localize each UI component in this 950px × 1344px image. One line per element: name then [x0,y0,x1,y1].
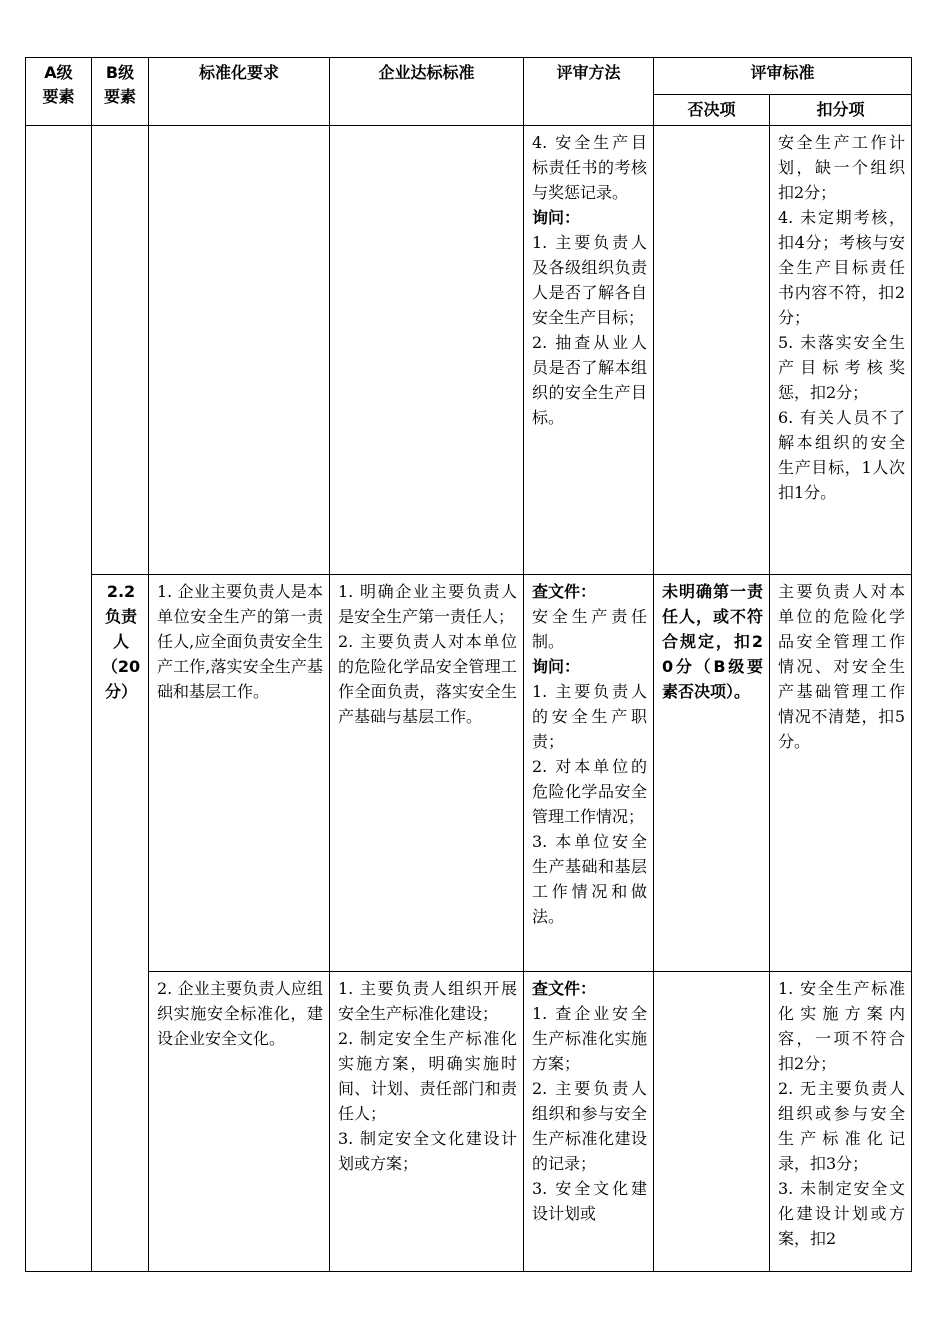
table-row [26,575,912,972]
header-row-1 [26,58,912,95]
veto-cell [654,972,770,1272]
method-line: 3. 安全文化建设计划或 [532,1179,647,1223]
requirement-cell [149,126,330,575]
table-row [26,126,912,575]
method-line: 安全生产责任制。 [532,607,647,651]
header-method: 评审方法 [524,58,654,126]
method-heading: 询问： [532,208,581,227]
standard-cell: 1. 明确企业主要负责人是安全生产第一责任人； 2. 主要负责人对本单位的危险化学品安全管理工作全面负责，落实安全生产基础与基层工作。 [330,575,524,972]
method-heading: 查文件： [532,979,597,998]
method-line: 3. 本单位安全生产基础和基层工作情况和做法。 [532,832,647,926]
header-deduct: 扣分项 [770,95,912,126]
requirement-cell: 1. 企业主要负责人是本单位安全生产的第一责任人,应全面负责安全生产工作,落实安全生产基础和基层工作。 [149,575,330,972]
header-b-element: B级 要素 [92,58,149,126]
veto-cell: 未明确第一责任人，或不符合规定，扣20分（B级要素否决项）。 [654,575,770,972]
b-element-cell: 2.2 负责 人 （20 分） [92,575,149,1272]
header-standard: 企业达标标准 [330,58,524,126]
header-veto: 否决项 [654,95,770,126]
method-cell [524,575,654,972]
method-line: 2. 抽查从业人员是否了解本组织的安全生产目标。 [532,333,647,427]
method-line: 4. 安全生产目标责任书的考核与奖惩记录。 [532,133,647,202]
method-line: 1. 主要负责人的安全生产职责； [532,682,647,751]
method-heading: 查文件： [532,582,597,601]
deduct-cell: 安全生产工作计划，缺一个组织扣2分； 4. 未定期考核，扣4分；考核与安全生产目标责任书内容不符，扣2分； 5. 未落实安全生产目标考核奖惩，扣2分； 6. 有关人员不了解本组织的安全生产目标，1人次扣1分。 [770,126,912,575]
method-cell [524,126,654,575]
header-criteria: 评审标准 [654,58,912,95]
table-row [26,972,912,1272]
requirement-cell: 2. 企业主要负责人应组织实施安全标准化，建设企业安全文化。 [149,972,330,1272]
veto-cell [654,126,770,575]
audit-standard-table [25,57,912,1272]
deduct-cell: 主要负责人对本单位的危险化学品安全管理工作情况、对安全生产基础管理工作情况不清楚，扣5分。 [770,575,912,972]
a-element-cell [26,126,92,1272]
b-element-cell [92,126,149,575]
method-line: 1. 查企业安全生产标准化实施方案； [532,1004,647,1073]
deduct-cell: 1. 安全生产标准化实施方案内容，一项不符合扣2分； 2. 无主要负责人组织或参与安全生产标准化记录，扣3分； 3. 未制定安全文化建设计划或方案，扣2 [770,972,912,1272]
method-line: 1. 主要负责人及各级组织负责人是否了解各自安全生产目标； [532,233,647,327]
standard-cell [330,126,524,575]
header-a-element: A级 要素 [26,58,92,126]
method-heading: 询问： [532,657,581,676]
header-requirement: 标准化要求 [149,58,330,126]
standard-cell: 1. 主要负责人组织开展安全生产标准化建设； 2. 制定安全生产标准化实施方案，明确实施时间、计划、责任部门和责任人； 3. 制定安全文化建设计划或方案； [330,972,524,1272]
method-cell [524,972,654,1272]
method-line: 2. 对本单位的危险化学品安全管理工作情况； [532,757,647,826]
method-line: 2. 主要负责人组织和参与安全生产标准化建设的记录； [532,1079,647,1173]
